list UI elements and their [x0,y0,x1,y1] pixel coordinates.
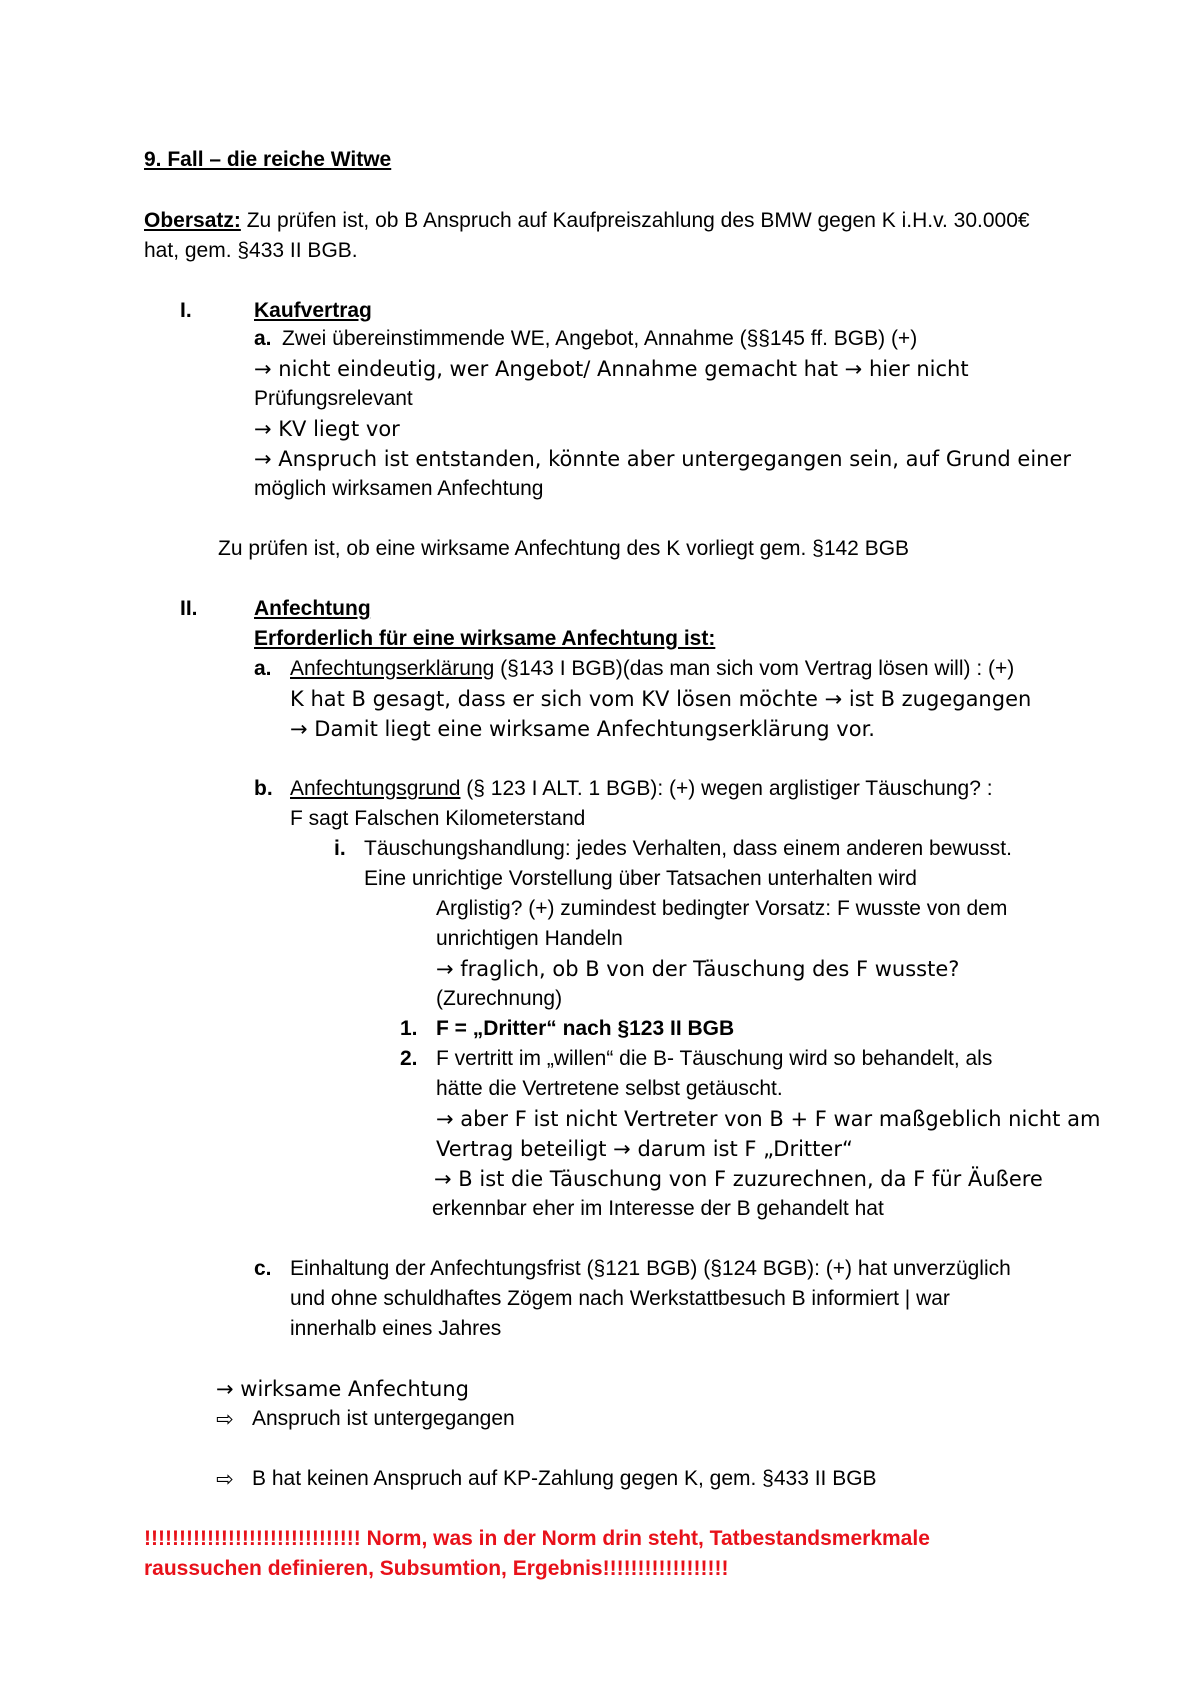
section-2c-line-3: innerhalb eines Jahres [290,1317,502,1340]
obersatz-text: Zu prüfen ist, ob B Anspruch auf Kaufpreiszahlung des BMW gegen K i.H.v. 30.000€ [240,209,1030,232]
result-line-2: Anspruch ist untergegangen [252,1407,515,1430]
section-2c-text: Einhaltung der Anfechtungsfrist (§121 BGB) (§124 BGB): (+) hat unverzüglich [290,1257,1011,1280]
numbered-2-label: 2. [400,1047,418,1070]
section-1-line-5: → Anspruch ist entstanden, könnte aber untergegangen sein, auf Grund einer [254,447,1072,471]
section-2b-line-1 [290,776,993,802]
intermediate-obersatz: Zu prüfen ist, ob eine wirksame Anfechtung des K vorliegt gem. §142 BGB [218,537,910,560]
section-2b-rest: (§ 123 I ALT. 1 BGB): (+) wegen arglistiger Täuschung? : [460,777,993,800]
note-line-2: raussuchen definieren, Subsumtion, Ergebnis!!!!!!!!!!!!!!!!!! [144,1557,729,1580]
section-1a-label: a. [254,327,272,350]
arglist-line-3: → fraglich, ob B von der Täuschung des F wusste? [436,957,960,981]
section-2b-i-label: i. [334,837,346,860]
section-2a-line-1 [290,656,1014,682]
section-2a-label: a. [254,657,272,680]
section-2-subtitle: Erforderlich für eine wirksame Anfechtung ist: [254,627,716,650]
result-3-arrow-icon: ⇨ [216,1467,234,1491]
result-line-3: B hat keinen Anspruch auf KP-Zahlung gegen K, gem. §433 II BGB [252,1467,877,1490]
section-2c-label: c. [254,1257,272,1280]
section-1-line-2: → nicht eindeutig, wer Angebot/ Annahme gemacht hat → hier nicht [254,357,969,381]
numbered-2-line-5: → B ist die Täuschung von F zuzurechnen, da F für Äußere [434,1167,1043,1191]
section-2-title: Anfechtung [254,597,371,620]
section-1-number: I. [180,299,192,322]
obersatz-label: Obersatz: [144,209,241,232]
numbered-2-line-2: hätte die Vertretene selbst getäuscht. [436,1077,783,1100]
arglist-line-2: unrichtigen Handeln [436,927,623,950]
result-line-1: → wirksame Anfechtung [216,1377,469,1401]
obersatz-line-1 [144,208,1030,234]
section-2b-i-line-2: Eine unrichtige Vorstellung über Tatsachen unterhalten wird [364,867,917,890]
numbered-2-line-3: → aber F ist nicht Vertreter von B + F war maßgeblich nicht am [436,1107,1101,1131]
section-2a-line-3: → Damit liegt eine wirksame Anfechtungserklärung vor. [290,717,875,741]
obersatz-line-2: hat, gem. §433 II BGB. [144,239,358,262]
section-2-number: II. [180,597,198,620]
case-title: 9. Fall – die reiche Witwe [144,148,392,171]
section-2a-term: Anfechtungserklärung [290,657,495,680]
numbered-1-label: 1. [400,1017,418,1040]
section-2a-rest: (§143 I BGB)(das man sich vom Vertrag lösen will) : (+) [494,657,1015,680]
section-2b-i-text: Täuschungshandlung: jedes Verhalten, dass einem anderen bewusst. [364,837,1012,860]
section-2b-line-2: F sagt Falschen Kilometerstand [290,807,586,830]
section-2b-label: b. [254,777,273,800]
section-1-title: Kaufvertrag [254,299,372,322]
result-2-arrow-icon: ⇨ [216,1407,234,1431]
section-2c-line-2: und ohne schuldhaftes Zögem nach Werkstattbesuch B informiert | war [290,1287,950,1310]
arglist-line-4: (Zurechnung) [436,987,563,1010]
section-1-line-4: → KV liegt vor [254,417,400,441]
numbered-2-text: F vertritt im „willen“ die B- Täuschung wird so behandelt, als [436,1047,993,1070]
section-2b-term: Anfechtungsgrund [290,777,461,800]
numbered-1-text: F = „Dritter“ nach §123 II BGB [436,1017,735,1040]
section-1-line-3: Prüfungsrelevant [254,387,413,410]
arglist-line-1: Arglistig? (+) zumindest bedingter Vorsatz: F wusste von dem [436,897,1008,920]
note-line-1: !!!!!!!!!!!!!!!!!!!!!!!!!!!!!!! Norm, was in der Norm drin steht, Tatbestandsmerkmale [144,1527,930,1550]
numbered-2-line-6: erkennbar eher im Interesse der B gehandelt hat [432,1197,884,1220]
section-1a-text: Zwei übereinstimmende WE, Angebot, Annahme (§§145 ff. BGB) (+) [282,327,918,350]
numbered-2-line-4: Vertrag beteiligt → darum ist F „Dritter“ [436,1137,853,1161]
section-2a-line-2: K hat B gesagt, dass er sich vom KV lösen möchte → ist B zugegangen [290,687,1032,711]
section-1-line-6: möglich wirksamen Anfechtung [254,477,544,500]
